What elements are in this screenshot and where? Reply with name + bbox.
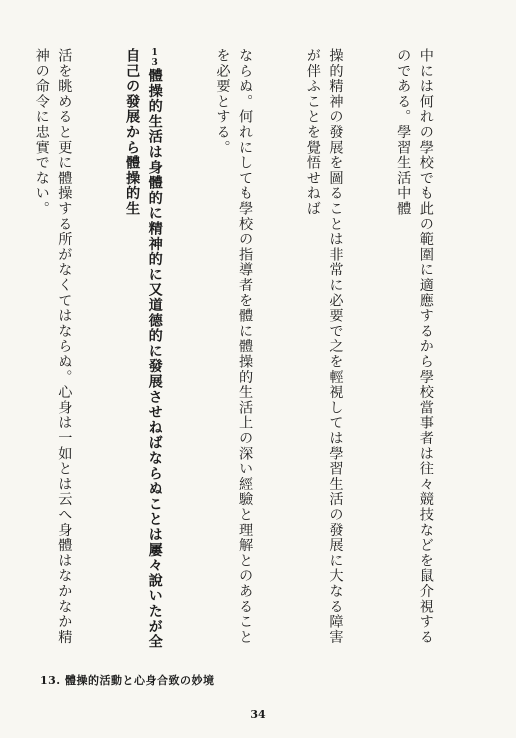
text-line-content: 體操的生活は身體的に精神的に又道德的に發展させねばならぬことは屢々說いたが全自己の發展から體操的生 bbox=[124, 48, 163, 650]
text-line: 操的精神の發展を圖ることは非常に必要で之を輕視しては學習生活の發展に大なる障害が伴ふことを覺悟せねば bbox=[304, 48, 344, 645]
section-heading: 13. 體操的活動と心身合致の妙境 bbox=[40, 674, 215, 687]
page-number: 34 bbox=[250, 708, 266, 721]
text-line bbox=[121, 48, 166, 658]
text-line: 活を眺めると更に體操する所がなくてはならぬ。心身は一如とは云へ身體はなかなか精神の命令に忠實でない。 bbox=[33, 48, 73, 645]
section-marker: 13 bbox=[149, 48, 160, 68]
text-line: 中には何れの學校でも此の範圍に適應するから學校當事者は往々競技などを鼠介視するのである。學習生活中體 bbox=[395, 48, 434, 645]
text-line: ならぬ。何れにしても學校の指導者を體に體操的生活上の深い經驗と理解とのあることを必要とする。 bbox=[214, 48, 254, 645]
body-text bbox=[33, 48, 482, 658]
